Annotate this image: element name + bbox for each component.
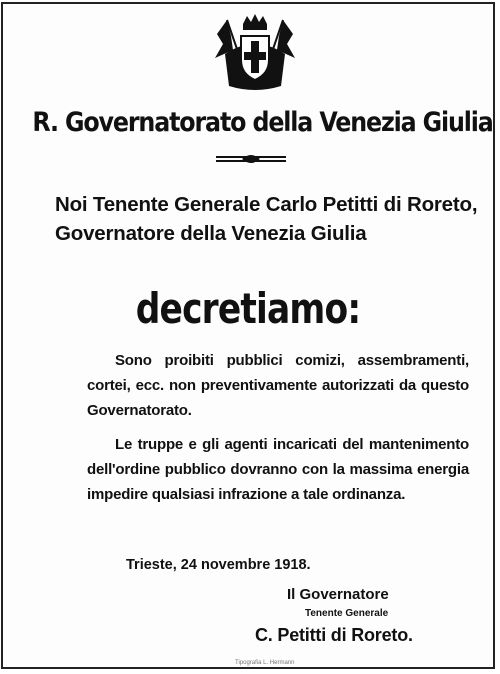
signature-role: Il Governatore xyxy=(287,586,389,603)
paragraph-prohibition: Sono proibiti pubblici comizi, assembramenti, cortei, ecc. non preventivamente autorizzati da questo Governatorato. xyxy=(87,352,469,419)
place-date: Trieste, 24 novembre 1918. xyxy=(126,557,311,573)
decree-poster xyxy=(1,2,495,669)
savoy-coat-of-arms-icon xyxy=(213,14,297,94)
divider-ornament-icon xyxy=(216,153,286,165)
printer-line: Tipografia L. Hermann xyxy=(235,660,295,666)
signature-rank: Tenente Generale xyxy=(305,608,389,619)
signature-name: C. Petitti di Roreto. xyxy=(255,625,413,645)
decree-heading: decretiamo: xyxy=(135,284,361,333)
preamble-text: Noi Tenente Generale Carlo Petitti di Roreto, Governatore della Venezia Giulia xyxy=(55,193,478,245)
paragraph-enforcement: Le truppe e gli agenti incaricati del mantenimento dell'ordine pubblico dovranno con la massima energia impedire qualsiasi infrazione a tale ordinanza. xyxy=(87,436,469,503)
page-title: R. Governatorato della Venezia Giulia xyxy=(32,107,493,138)
